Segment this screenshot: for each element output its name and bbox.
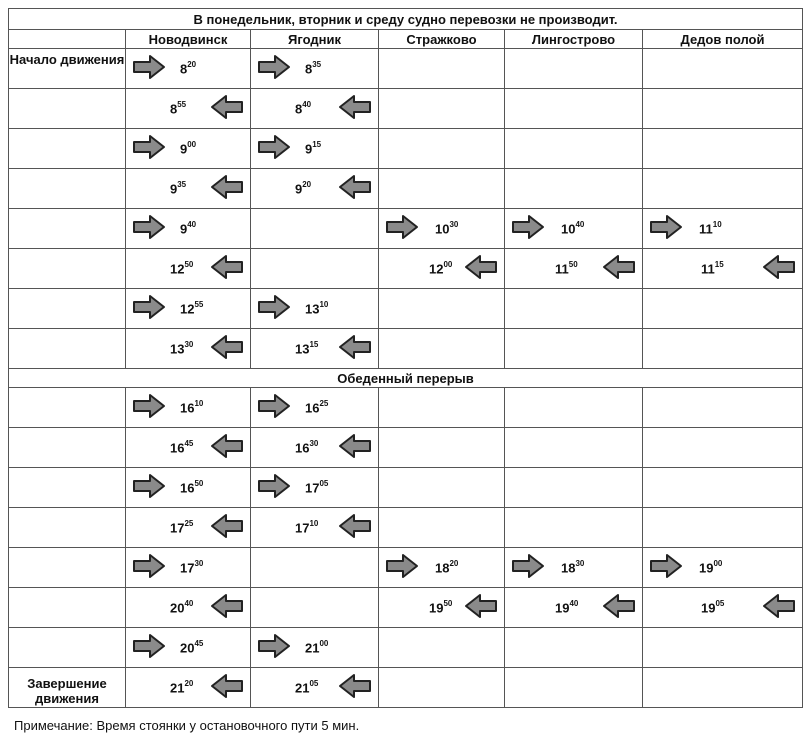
time-hours: 11 xyxy=(699,221,713,237)
time-minutes: 25 xyxy=(319,399,329,408)
arrow-left-icon xyxy=(210,174,244,200)
schedule-row xyxy=(9,329,803,369)
departure-time xyxy=(305,480,328,495)
time-cell-yagodnik xyxy=(251,628,379,668)
time-cell-lingostrovo xyxy=(505,209,643,249)
time-cell-novodvinsk xyxy=(126,428,251,468)
time-cell-strazhkovo xyxy=(379,169,505,209)
time-cell-strazhkovo xyxy=(379,548,505,588)
time-minutes: 40 xyxy=(187,220,197,229)
time-minutes: 05 xyxy=(309,679,319,688)
arrow-right-icon xyxy=(257,134,291,160)
time-minutes: 00 xyxy=(187,140,197,149)
time-hours: 19 xyxy=(429,600,444,616)
time-cell-novodvinsk xyxy=(126,209,251,249)
time-cell-lingostrovo xyxy=(505,468,643,508)
time-hours: 16 xyxy=(170,440,185,456)
departure-time xyxy=(170,440,193,455)
time-hours: 8 xyxy=(305,61,313,77)
end-label: Завершение движения xyxy=(27,676,107,706)
time-minutes: 15 xyxy=(312,140,322,149)
row-label-cell xyxy=(9,428,126,468)
time-minutes: 15 xyxy=(309,340,319,349)
arrow-right-icon xyxy=(257,473,291,499)
time-hours: 18 xyxy=(435,560,450,576)
time-hours: 12 xyxy=(180,301,195,317)
time-minutes: 55 xyxy=(177,100,187,109)
row-label-cell xyxy=(9,508,126,548)
departure-time xyxy=(561,221,584,236)
schedule-row xyxy=(9,209,803,249)
time-hours: 8 xyxy=(170,101,178,117)
time-cell-novodvinsk xyxy=(126,388,251,428)
time-cell-novodvinsk xyxy=(126,508,251,548)
row-label-cell xyxy=(9,329,126,369)
departure-time xyxy=(180,560,203,575)
lunch-row xyxy=(9,369,803,388)
time-minutes: 10 xyxy=(319,300,329,309)
time-minutes: 10 xyxy=(712,220,722,229)
departure-time xyxy=(170,600,193,615)
time-hours: 12 xyxy=(429,261,444,277)
time-cell-strazhkovo xyxy=(379,628,505,668)
time-cell-lingostrovo xyxy=(505,49,643,89)
row-label-cell xyxy=(9,209,126,249)
time-minutes: 00 xyxy=(443,260,453,269)
time-cell-yagodnik xyxy=(251,209,379,249)
departure-time xyxy=(180,480,203,495)
time-cell-lingostrovo xyxy=(505,249,643,289)
time-hours: 21 xyxy=(170,680,185,696)
time-minutes: 30 xyxy=(309,439,319,448)
time-minutes: 35 xyxy=(312,60,322,69)
time-cell-yagodnik xyxy=(251,428,379,468)
time-cell-dedov-poloy xyxy=(643,129,803,169)
time-cell-strazhkovo xyxy=(379,388,505,428)
time-cell-yagodnik xyxy=(251,249,379,289)
time-hours: 10 xyxy=(435,221,450,237)
time-cell-novodvinsk xyxy=(126,169,251,209)
arrow-left-icon xyxy=(210,254,244,280)
time-minutes: 25 xyxy=(184,519,194,528)
departure-time xyxy=(305,61,321,76)
time-hours: 9 xyxy=(180,221,188,237)
row-label-cell xyxy=(9,49,126,89)
time-cell-strazhkovo xyxy=(379,209,505,249)
time-hours: 20 xyxy=(170,600,185,616)
time-minutes: 45 xyxy=(194,639,204,648)
departure-time xyxy=(435,221,458,236)
arrow-right-icon xyxy=(257,633,291,659)
time-hours: 8 xyxy=(295,101,303,117)
arrow-right-icon xyxy=(511,214,545,240)
time-cell-yagodnik xyxy=(251,388,379,428)
departure-time xyxy=(305,301,328,316)
time-hours: 11 xyxy=(701,261,715,277)
time-hours: 13 xyxy=(170,341,185,357)
time-cell-yagodnik xyxy=(251,169,379,209)
departure-time xyxy=(180,640,203,655)
time-cell-dedov-poloy xyxy=(643,588,803,628)
departure-time xyxy=(180,61,196,76)
time-cell-dedov-poloy xyxy=(643,548,803,588)
time-cell-novodvinsk xyxy=(126,289,251,329)
time-hours: 21 xyxy=(295,680,310,696)
time-cell-lingostrovo xyxy=(505,89,643,129)
time-minutes: 15 xyxy=(714,260,724,269)
time-minutes: 10 xyxy=(309,519,319,528)
departure-time xyxy=(305,141,321,156)
time-cell-yagodnik xyxy=(251,548,379,588)
time-cell-lingostrovo xyxy=(505,428,643,468)
arrow-right-icon xyxy=(132,553,166,579)
time-cell-yagodnik xyxy=(251,289,379,329)
arrow-right-icon xyxy=(132,134,166,160)
time-minutes: 00 xyxy=(319,639,329,648)
arrow-right-icon xyxy=(511,553,545,579)
row-label-cell xyxy=(9,468,126,508)
time-minutes: 30 xyxy=(184,340,194,349)
time-hours: 9 xyxy=(295,181,303,197)
arrow-left-icon xyxy=(602,254,636,280)
arrow-left-icon xyxy=(338,433,372,459)
time-minutes: 20 xyxy=(449,559,459,568)
row-label-cell xyxy=(9,249,126,289)
time-cell-strazhkovo xyxy=(379,89,505,129)
arrow-right-icon xyxy=(132,633,166,659)
arrow-left-icon xyxy=(464,593,498,619)
arrow-left-icon xyxy=(602,593,636,619)
time-cell-strazhkovo xyxy=(379,588,505,628)
arrow-right-icon xyxy=(132,473,166,499)
time-cell-lingostrovo xyxy=(505,628,643,668)
header-row xyxy=(9,30,803,49)
departure-time xyxy=(699,221,722,236)
departure-time xyxy=(561,560,584,575)
departure-time xyxy=(170,680,193,695)
row-label-cell xyxy=(9,588,126,628)
departure-time xyxy=(305,400,328,415)
departure-time xyxy=(429,600,452,615)
departure-time xyxy=(180,400,203,415)
time-hours: 19 xyxy=(555,600,570,616)
row-label-cell xyxy=(9,668,126,708)
departure-time xyxy=(170,101,186,116)
time-cell-strazhkovo xyxy=(379,468,505,508)
lunch-break-label: Обеденный перерыв xyxy=(9,369,803,388)
time-hours: 9 xyxy=(170,181,178,197)
arrow-left-icon xyxy=(464,254,498,280)
time-cell-novodvinsk xyxy=(126,249,251,289)
time-hours: 10 xyxy=(561,221,576,237)
time-cell-novodvinsk xyxy=(126,89,251,129)
time-cell-yagodnik xyxy=(251,49,379,89)
time-cell-dedov-poloy xyxy=(643,329,803,369)
arrow-right-icon xyxy=(132,294,166,320)
time-minutes: 50 xyxy=(443,599,453,608)
time-hours: 21 xyxy=(305,640,320,656)
time-minutes: 00 xyxy=(713,559,723,568)
time-cell-dedov-poloy xyxy=(643,209,803,249)
time-hours: 17 xyxy=(305,480,320,496)
schedule-table xyxy=(8,8,803,708)
time-minutes: 55 xyxy=(194,300,204,309)
schedule-note: Примечание: Время стоянки у остановочного пути 5 мин. xyxy=(14,718,360,733)
time-minutes: 40 xyxy=(569,599,579,608)
departure-time xyxy=(295,341,318,356)
arrow-left-icon xyxy=(210,334,244,360)
time-hours: 16 xyxy=(180,400,195,416)
time-cell-dedov-poloy xyxy=(643,668,803,708)
time-minutes: 45 xyxy=(184,439,194,448)
time-cell-yagodnik xyxy=(251,329,379,369)
time-hours: 9 xyxy=(180,141,188,157)
time-hours: 16 xyxy=(305,400,320,416)
departure-time xyxy=(180,141,196,156)
time-cell-yagodnik xyxy=(251,668,379,708)
schedule-row xyxy=(9,628,803,668)
time-cell-novodvinsk xyxy=(126,548,251,588)
arrow-right-icon xyxy=(132,214,166,240)
departure-time xyxy=(305,640,328,655)
arrow-right-icon xyxy=(385,553,419,579)
time-cell-dedov-poloy xyxy=(643,289,803,329)
time-cell-novodvinsk xyxy=(126,588,251,628)
schedule-row xyxy=(9,508,803,548)
time-cell-lingostrovo xyxy=(505,548,643,588)
arrow-left-icon xyxy=(338,334,372,360)
time-cell-strazhkovo xyxy=(379,249,505,289)
time-minutes: 40 xyxy=(302,100,312,109)
time-minutes: 40 xyxy=(184,599,194,608)
time-hours: 13 xyxy=(295,341,310,357)
schedule-row xyxy=(9,548,803,588)
header-blank xyxy=(9,30,126,49)
arrow-left-icon xyxy=(210,433,244,459)
time-hours: 19 xyxy=(701,600,716,616)
time-hours: 17 xyxy=(180,560,195,576)
time-hours: 16 xyxy=(295,440,310,456)
time-cell-novodvinsk xyxy=(126,329,251,369)
schedule-row xyxy=(9,668,803,708)
schedule-row xyxy=(9,468,803,508)
arrow-right-icon xyxy=(132,54,166,80)
time-minutes: 30 xyxy=(449,220,459,229)
row-label-cell xyxy=(9,548,126,588)
time-cell-lingostrovo xyxy=(505,169,643,209)
arrow-right-icon xyxy=(649,214,683,240)
time-hours: 9 xyxy=(305,141,313,157)
arrow-left-icon xyxy=(210,673,244,699)
time-hours: 18 xyxy=(561,560,576,576)
schedule-row xyxy=(9,249,803,289)
time-hours: 17 xyxy=(170,520,185,536)
time-minutes: 40 xyxy=(575,220,585,229)
row-label-cell xyxy=(9,388,126,428)
time-minutes: 20 xyxy=(187,60,197,69)
time-cell-dedov-poloy xyxy=(643,169,803,209)
schedule-row xyxy=(9,388,803,428)
departure-time xyxy=(180,221,196,236)
time-cell-strazhkovo xyxy=(379,668,505,708)
departure-time xyxy=(180,301,203,316)
time-hours: 13 xyxy=(305,301,320,317)
departure-time xyxy=(295,101,311,116)
arrow-left-icon xyxy=(210,94,244,120)
time-hours: 11 xyxy=(555,261,569,277)
arrow-right-icon xyxy=(257,54,291,80)
departure-time xyxy=(170,520,193,535)
arrow-left-icon xyxy=(762,593,796,619)
schedule-row xyxy=(9,129,803,169)
time-cell-strazhkovo xyxy=(379,329,505,369)
arrow-right-icon xyxy=(257,393,291,419)
row-label-cell xyxy=(9,89,126,129)
time-cell-lingostrovo xyxy=(505,388,643,428)
header-col-yagodnik: Ягодник xyxy=(251,30,379,49)
time-cell-dedov-poloy xyxy=(643,89,803,129)
arrow-left-icon xyxy=(762,254,796,280)
arrow-right-icon xyxy=(649,553,683,579)
time-hours: 19 xyxy=(699,560,714,576)
time-cell-yagodnik xyxy=(251,468,379,508)
schedule-row xyxy=(9,289,803,329)
time-cell-novodvinsk xyxy=(126,668,251,708)
time-cell-lingostrovo xyxy=(505,329,643,369)
header-col-dedov-poloy: Дедов полой xyxy=(643,30,803,49)
time-cell-yagodnik xyxy=(251,588,379,628)
arrow-left-icon xyxy=(210,593,244,619)
time-cell-novodvinsk xyxy=(126,129,251,169)
row-label-cell xyxy=(9,169,126,209)
time-hours: 12 xyxy=(170,261,185,277)
departure-time xyxy=(295,680,318,695)
time-minutes: 20 xyxy=(184,679,194,688)
time-cell-lingostrovo xyxy=(505,588,643,628)
time-cell-strazhkovo xyxy=(379,129,505,169)
time-cell-yagodnik xyxy=(251,89,379,129)
time-cell-novodvinsk xyxy=(126,468,251,508)
time-hours: 16 xyxy=(180,480,195,496)
time-cell-strazhkovo xyxy=(379,428,505,468)
arrow-left-icon xyxy=(338,513,372,539)
schedule-title: В понедельник, вторник и среду судно перевозки не производит. xyxy=(9,9,803,30)
time-cell-dedov-poloy xyxy=(643,249,803,289)
time-minutes: 20 xyxy=(302,180,312,189)
arrow-right-icon xyxy=(132,393,166,419)
time-cell-dedov-poloy xyxy=(643,388,803,428)
time-minutes: 30 xyxy=(575,559,585,568)
time-minutes: 05 xyxy=(319,479,329,488)
header-col-novodvinsk: Новодвинск xyxy=(126,30,251,49)
time-hours: 20 xyxy=(180,640,195,656)
schedule-row xyxy=(9,428,803,468)
header-col-lingostrovo: Лингострово xyxy=(505,30,643,49)
time-cell-strazhkovo xyxy=(379,508,505,548)
departure-time xyxy=(170,181,186,196)
header-col-strazhkovo: Стражково xyxy=(379,30,505,49)
row-label-cell xyxy=(9,289,126,329)
departure-time xyxy=(429,261,452,276)
departure-time xyxy=(170,341,193,356)
time-cell-yagodnik xyxy=(251,129,379,169)
departure-time xyxy=(295,520,318,535)
arrow-right-icon xyxy=(257,294,291,320)
departure-time xyxy=(555,600,578,615)
time-minutes: 35 xyxy=(177,180,187,189)
time-minutes: 05 xyxy=(715,599,725,608)
arrow-right-icon xyxy=(385,214,419,240)
start-label: Начало движения xyxy=(9,52,125,67)
time-minutes: 30 xyxy=(194,559,204,568)
time-cell-lingostrovo xyxy=(505,129,643,169)
departure-time xyxy=(701,600,724,615)
time-cell-lingostrovo xyxy=(505,289,643,329)
departure-time xyxy=(170,261,193,276)
time-cell-yagodnik xyxy=(251,508,379,548)
arrow-left-icon xyxy=(338,174,372,200)
arrow-left-icon xyxy=(338,673,372,699)
time-cell-dedov-poloy xyxy=(643,628,803,668)
time-cell-dedov-poloy xyxy=(643,508,803,548)
time-cell-novodvinsk xyxy=(126,49,251,89)
time-hours: 17 xyxy=(295,520,310,536)
time-cell-dedov-poloy xyxy=(643,428,803,468)
schedule-row xyxy=(9,89,803,129)
time-cell-dedov-poloy xyxy=(643,468,803,508)
time-minutes: 50 xyxy=(194,479,204,488)
time-minutes: 50 xyxy=(184,260,194,269)
departure-time xyxy=(295,181,311,196)
schedule-row xyxy=(9,49,803,89)
schedule-row xyxy=(9,169,803,209)
departure-time xyxy=(555,261,578,276)
departure-time xyxy=(295,440,318,455)
departure-time xyxy=(435,560,458,575)
time-minutes: 50 xyxy=(568,260,578,269)
time-cell-lingostrovo xyxy=(505,668,643,708)
time-minutes: 10 xyxy=(194,399,204,408)
row-label-cell xyxy=(9,129,126,169)
time-hours: 8 xyxy=(180,61,188,77)
arrow-left-icon xyxy=(338,94,372,120)
time-cell-dedov-poloy xyxy=(643,49,803,89)
schedule-row xyxy=(9,588,803,628)
departure-time xyxy=(701,261,724,276)
time-cell-strazhkovo xyxy=(379,289,505,329)
departure-time xyxy=(699,560,722,575)
row-label-cell xyxy=(9,628,126,668)
time-cell-lingostrovo xyxy=(505,508,643,548)
arrow-left-icon xyxy=(210,513,244,539)
time-cell-novodvinsk xyxy=(126,628,251,668)
time-cell-strazhkovo xyxy=(379,49,505,89)
